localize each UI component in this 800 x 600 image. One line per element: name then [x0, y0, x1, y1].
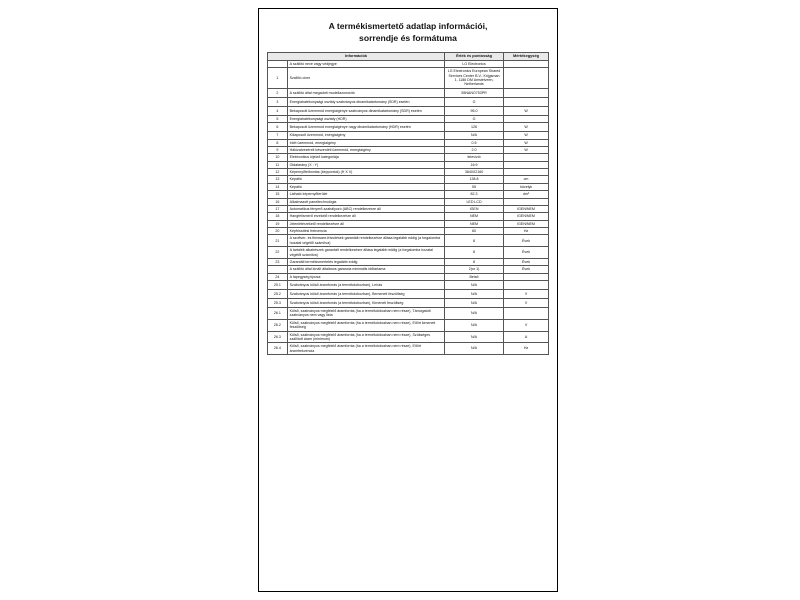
- row-unit: W: [504, 132, 549, 139]
- column-header-info: Információk: [268, 53, 445, 61]
- row-description: Energiahatékonysági osztály (HDR): [287, 115, 444, 122]
- table-row: [268, 191, 549, 198]
- row-description: Automatikus fényerő-szabályozó (ABC) rendelkezésre áll: [287, 205, 444, 212]
- table-row: [268, 290, 549, 299]
- row-unit: Évek: [504, 266, 549, 273]
- row-number: 2: [268, 88, 288, 97]
- row-unit: [504, 115, 549, 122]
- row-value: Belső: [445, 273, 504, 280]
- row-value: LED LCD: [445, 198, 504, 205]
- table-row: [268, 106, 549, 115]
- row-value: LG Electronics: [445, 60, 504, 67]
- row-description: Oldalarány (X : Y): [287, 161, 444, 168]
- row-number: 4: [268, 106, 288, 115]
- row-number: 18: [268, 213, 288, 220]
- spec-sheet: [258, 8, 558, 592]
- row-number: 8: [268, 139, 288, 146]
- row-value: 126: [445, 123, 504, 132]
- row-unit: hüvelyk: [504, 183, 549, 190]
- row-unit: [504, 161, 549, 168]
- row-unit: Évek: [504, 247, 549, 259]
- row-description: Szabványos külső áramforrás (a termékdobozban), Kimeneti feszültség: [287, 299, 444, 308]
- table-row: [268, 198, 549, 205]
- row-value: 8: [445, 247, 504, 259]
- row-unit: Évek: [504, 235, 549, 247]
- row-description: Garantált termékismertetés legalább eddig: [287, 258, 444, 265]
- row-number: 20: [268, 228, 288, 235]
- column-header-unit: Mértékegység: [504, 53, 549, 61]
- row-unit: cm: [504, 176, 549, 183]
- table-row: [268, 154, 549, 161]
- title-line-1: A termékismertető adatlap információi,: [328, 21, 488, 31]
- row-description: Szállító címe: [287, 68, 444, 89]
- row-number: [268, 60, 288, 67]
- row-unit: [504, 198, 549, 205]
- row-unit: [504, 68, 549, 89]
- row-unit: [504, 308, 549, 320]
- row-description: Bekapcsolt üzemmód energiaigénye szabványos dinamikatartomány (SDR) esetén: [287, 106, 444, 115]
- row-value: 3840X2160: [445, 169, 504, 176]
- table-body: [268, 60, 549, 354]
- page-title: [267, 21, 549, 44]
- row-description: Alkalmazott paneltechnológia: [287, 198, 444, 205]
- row-unit: W: [504, 106, 549, 115]
- row-number: 1: [268, 68, 288, 89]
- row-value: 55NANO753PR: [445, 88, 504, 97]
- row-description: Szabványos külső áramforrás (a termékdobozban), Bemeneti feszültség: [287, 290, 444, 299]
- row-number: 5: [268, 115, 288, 122]
- row-value: N/A: [445, 343, 504, 355]
- table-row: [268, 220, 549, 227]
- row-value: N/A: [445, 319, 504, 331]
- row-description: Képernyőfelbontás (képpontok) (H X V): [287, 169, 444, 176]
- row-value: 55: [445, 183, 504, 190]
- row-unit: V: [504, 299, 549, 308]
- table-row: [268, 343, 549, 355]
- row-description: A tápegység típusa:: [287, 273, 444, 280]
- table-row: [268, 60, 549, 67]
- table-row: [268, 115, 549, 122]
- row-number: 14: [268, 183, 288, 190]
- row-number: [268, 266, 288, 273]
- row-unit: IGEN/NEM: [504, 213, 549, 220]
- row-value: N/A: [445, 290, 504, 299]
- row-number: 6: [268, 123, 288, 132]
- row-value: televízió: [445, 154, 504, 161]
- product-information-table: [267, 52, 549, 355]
- row-description: Képátló: [287, 183, 444, 190]
- row-value: N/A: [445, 132, 504, 139]
- row-description: Képátló: [287, 176, 444, 183]
- row-number: 10: [268, 154, 288, 161]
- row-value: LG Electronics European Shared Services Center B.V., Krijgsman 1, 1186 DM Amstelveen, Netherlands: [445, 68, 504, 89]
- table-row: [268, 205, 549, 212]
- row-number: 3: [268, 97, 288, 106]
- row-number: 21: [268, 235, 288, 247]
- table-row: [268, 308, 549, 320]
- table-row: [268, 139, 549, 146]
- row-number: 26.2: [268, 319, 288, 331]
- row-description: Szabványos külső áramforrás (a termékdobozban), Leírás: [287, 281, 444, 290]
- row-description: Jelenlétérzékelő rendelkezésre áll: [287, 220, 444, 227]
- row-value: 0.5: [445, 139, 504, 146]
- row-value: NEM: [445, 213, 504, 220]
- row-number: 25.3: [268, 299, 288, 308]
- row-unit: [504, 60, 549, 67]
- title-line-2: sorrendje és formátuma: [359, 32, 457, 43]
- row-number: 9: [268, 146, 288, 153]
- row-description: A szállító által megadott modellazonosító: [287, 88, 444, 97]
- table-row: [268, 68, 549, 89]
- row-value: 82.3: [445, 191, 504, 198]
- row-number: 7: [268, 132, 288, 139]
- row-unit: dm²: [504, 191, 549, 198]
- table-row: [268, 319, 549, 331]
- table-header-row: [268, 53, 549, 61]
- row-description: Elektronikus kijelző kategóriája: [287, 154, 444, 161]
- row-number: 26.3: [268, 331, 288, 343]
- row-number: 12: [268, 169, 288, 176]
- row-description: Külső, szabványos megfelelő áramforrás (ha a termékdobozban nem része), Előírt áramfrekvencia: [287, 343, 444, 355]
- table-row: [268, 235, 549, 247]
- column-header-value: Érték és pontosság: [445, 53, 504, 61]
- row-value: N/A: [445, 299, 504, 308]
- table-row: [268, 213, 549, 220]
- row-description: A szállító által kínált általános garancia minimális időtartama: [287, 266, 444, 273]
- row-description: Hangfelismerő érzékelő rendelkezésre áll: [287, 213, 444, 220]
- row-description: A szoftver- és firmware-frissítések garantált rendelkezésre állása legalább eddig (a forgalomba hozatal végétől számítva): [287, 235, 444, 247]
- row-number: 25.1: [268, 281, 288, 290]
- row-value: G: [445, 115, 504, 122]
- row-value: NEM: [445, 220, 504, 227]
- row-value: 138.8: [445, 176, 504, 183]
- row-description: Látható képernyőterület: [287, 191, 444, 198]
- row-number: 26.4: [268, 343, 288, 355]
- table-row: [268, 281, 549, 290]
- row-value: G: [445, 97, 504, 106]
- row-unit: IGEN/NEM: [504, 205, 549, 212]
- table-row: [268, 146, 549, 153]
- row-number: 19: [268, 220, 288, 227]
- table-row: [268, 228, 549, 235]
- table-row: [268, 97, 549, 106]
- row-unit: Évek: [504, 258, 549, 265]
- row-number: 13: [268, 176, 288, 183]
- row-number: 25.2: [268, 290, 288, 299]
- row-unit: W: [504, 146, 549, 153]
- row-unit: V: [504, 319, 549, 331]
- row-unit: V: [504, 290, 549, 299]
- row-number: 23: [268, 258, 288, 265]
- table-row: [268, 273, 549, 280]
- row-number: 17: [268, 205, 288, 212]
- table-row: [268, 132, 549, 139]
- row-unit: [504, 169, 549, 176]
- row-number: 22: [268, 247, 288, 259]
- row-unit: [504, 281, 549, 290]
- row-value: N/A: [445, 331, 504, 343]
- row-value: 60: [445, 228, 504, 235]
- row-unit: W: [504, 139, 549, 146]
- row-value: 8: [445, 258, 504, 265]
- table-row: [268, 258, 549, 265]
- row-description: A tartalék alkatrészek garantált rendelkezésre állása legalább eddig (a forgalomba hozatal végétől számítva): [287, 247, 444, 259]
- table-row: [268, 331, 549, 343]
- row-number: 16: [268, 198, 288, 205]
- row-description: Külső, szabványos megfelelő áramforrás (ha a termékdobozban nem része), Előírt kimeneti feszültség: [287, 319, 444, 331]
- table-row: [268, 123, 549, 132]
- row-number: 24: [268, 273, 288, 280]
- row-value: IGEN: [445, 205, 504, 212]
- row-unit: Hz: [504, 228, 549, 235]
- row-description: A szállító neve vagy védjegye: [287, 60, 444, 67]
- table-row: [268, 161, 549, 168]
- row-description: Külső, szabványos megfelelő áramforrás (ha a termékdobozban nem része), Támogatott szabványos nem vagy lista: [287, 308, 444, 320]
- table-row: [268, 299, 549, 308]
- row-unit: IGEN/NEM: [504, 220, 549, 227]
- table-row: [268, 247, 549, 259]
- row-unit: [504, 88, 549, 97]
- row-value: N/A: [445, 308, 504, 320]
- row-unit: [504, 97, 549, 106]
- row-description: Inlét üzemmód, energiaigény: [287, 139, 444, 146]
- table-row: [268, 183, 549, 190]
- row-unit: Hz: [504, 343, 549, 355]
- row-description: Bekapcsolt üzemmód energiaigénye nagy dinamikatartomány (HDR) esetén: [287, 123, 444, 132]
- row-number: 26.1: [268, 308, 288, 320]
- row-description: Külső, szabványos megfelelő áramforrás (ha a termékdobozban nem része), Szükséges szállított áram (minimum): [287, 331, 444, 343]
- row-number: 11: [268, 161, 288, 168]
- row-unit: A: [504, 331, 549, 343]
- row-description: Kikapcsolt üzemmód, energiaigény: [287, 132, 444, 139]
- row-value: 8: [445, 235, 504, 247]
- row-description: Hálózatvezérelt készenléti üzemmód, energiaigény: [287, 146, 444, 153]
- table-row: [268, 169, 549, 176]
- table-row: [268, 266, 549, 273]
- row-value: 95.0: [445, 106, 504, 115]
- row-number: 15: [268, 191, 288, 198]
- row-unit: [504, 273, 549, 280]
- row-value: N/A: [445, 281, 504, 290]
- row-description: Képfrissítési frekvencia: [287, 228, 444, 235]
- row-unit: W: [504, 123, 549, 132]
- row-value: 16:9: [445, 161, 504, 168]
- row-description: Energiahatékonysági osztály szabványos dinamikatartomány (SDR) esetén: [287, 97, 444, 106]
- row-value: 2(or 1): [445, 266, 504, 273]
- table-row: [268, 88, 549, 97]
- row-value: 2.0: [445, 146, 504, 153]
- table-row: [268, 176, 549, 183]
- row-unit: [504, 154, 549, 161]
